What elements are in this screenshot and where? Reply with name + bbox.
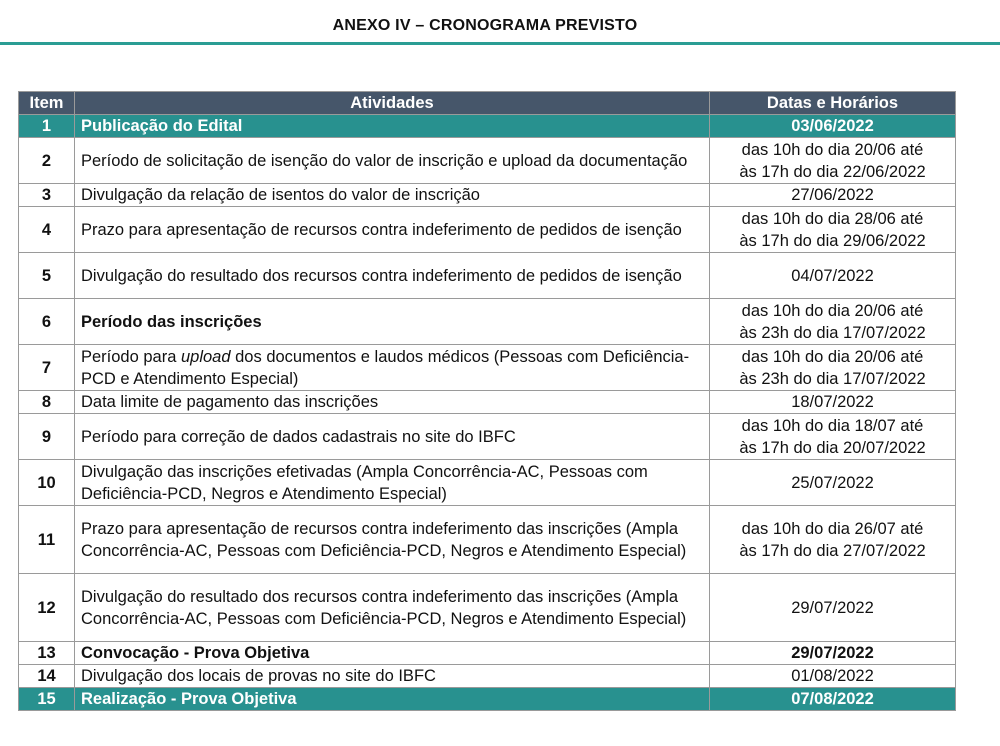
header-dates: Datas e Horários xyxy=(710,92,956,115)
date-line-1: das 10h do dia 26/07 até xyxy=(741,519,924,538)
schedule-table xyxy=(18,91,956,711)
row-activity: Publicação do Edital xyxy=(75,115,710,138)
row-item: 5 xyxy=(19,253,75,299)
row-item: 15 xyxy=(19,688,75,711)
row-date: 07/08/2022 xyxy=(710,688,956,711)
table-row xyxy=(19,207,956,253)
table-row xyxy=(19,460,956,506)
table-row xyxy=(19,138,956,184)
table-row xyxy=(19,665,956,688)
activity-text: dos documentos e laudos médicos (Pessoas com Deficiência-PCD e Atendimento Especial) xyxy=(81,347,690,388)
row-date: 29/07/2022 xyxy=(710,642,956,665)
row-date xyxy=(710,414,956,460)
row-activity: Período de solicitação de isenção do valor de inscrição e upload da documentação xyxy=(75,138,710,184)
date-line-1: das 10h do dia 20/06 até xyxy=(741,347,924,366)
row-date xyxy=(710,506,956,574)
date-line-1: das 10h do dia 20/06 até xyxy=(741,140,924,159)
date-line-1: das 10h do dia 20/06 até xyxy=(741,301,924,320)
date-line-1: das 10h do dia 28/06 até xyxy=(741,209,924,228)
table-row xyxy=(19,115,956,138)
table-row xyxy=(19,688,956,711)
row-date xyxy=(710,138,956,184)
row-activity: Divulgação dos locais de provas no site do IBFC xyxy=(75,665,710,688)
row-item: 11 xyxy=(19,506,75,574)
title-divider xyxy=(0,42,1000,45)
row-activity: Prazo para apresentação de recursos contra indeferimento de pedidos de isenção xyxy=(75,207,710,253)
row-activity: Realização - Prova Objetiva xyxy=(75,688,710,711)
table-row xyxy=(19,253,956,299)
date-line-2: às 17h do dia 22/06/2022 xyxy=(739,162,926,181)
row-activity: Divulgação da relação de isentos do valor de inscrição xyxy=(75,184,710,207)
row-date: 25/07/2022 xyxy=(710,460,956,506)
table-row xyxy=(19,414,956,460)
row-activity: Convocação - Prova Objetiva xyxy=(75,642,710,665)
row-activity: Período para correção de dados cadastrais no site do IBFC xyxy=(75,414,710,460)
row-item: 14 xyxy=(19,665,75,688)
row-date: 27/06/2022 xyxy=(710,184,956,207)
date-line-2: às 17h do dia 20/07/2022 xyxy=(739,438,926,457)
table-row xyxy=(19,642,956,665)
row-item: 3 xyxy=(19,184,75,207)
row-date: 18/07/2022 xyxy=(710,391,956,414)
row-date xyxy=(710,299,956,345)
row-item: 8 xyxy=(19,391,75,414)
row-activity: Prazo para apresentação de recursos contra indeferimento das inscrições (Ampla Concorrência-AC, Pessoas com Deficiência-PCD, Negros e Atendimento Especial) xyxy=(75,506,710,574)
table-row xyxy=(19,391,956,414)
row-activity: Data limite de pagamento das inscrições xyxy=(75,391,710,414)
row-item: 7 xyxy=(19,345,75,391)
table-row xyxy=(19,345,956,391)
date-line-1: das 10h do dia 18/07 até xyxy=(741,416,924,435)
row-activity: Período das inscrições xyxy=(75,299,710,345)
date-line-2: às 23h do dia 17/07/2022 xyxy=(739,369,926,388)
row-activity: Divulgação das inscrições efetivadas (Ampla Concorrência-AC, Pessoas com Deficiência-PCD, Negros e Atendimento Especial) xyxy=(75,460,710,506)
row-date xyxy=(710,345,956,391)
row-item: 6 xyxy=(19,299,75,345)
page-title: ANEXO IV – CRONOGRAMA PREVISTO xyxy=(332,17,638,34)
row-date: 01/08/2022 xyxy=(710,665,956,688)
row-activity: Divulgação do resultado dos recursos contra indeferimento de pedidos de isenção xyxy=(75,253,710,299)
row-item: 1 xyxy=(19,115,75,138)
row-item: 9 xyxy=(19,414,75,460)
row-activity: Divulgação do resultado dos recursos contra indeferimento das inscrições (Ampla Concorrência-AC, Pessoas com Deficiência-PCD, Negros e Atendimento Especial) xyxy=(75,574,710,642)
row-date: 03/06/2022 xyxy=(710,115,956,138)
table-row xyxy=(19,184,956,207)
date-line-2: às 17h do dia 29/06/2022 xyxy=(739,231,926,250)
row-item: 13 xyxy=(19,642,75,665)
date-line-2: às 23h do dia 17/07/2022 xyxy=(739,323,926,342)
date-line-2: às 17h do dia 27/07/2022 xyxy=(739,541,926,560)
table-row xyxy=(19,506,956,574)
row-item: 4 xyxy=(19,207,75,253)
header-row xyxy=(19,92,956,115)
row-date: 04/07/2022 xyxy=(710,253,956,299)
header-item: Item xyxy=(19,92,75,115)
activity-text: Período para xyxy=(81,347,181,366)
row-item: 12 xyxy=(19,574,75,642)
row-date: 29/07/2022 xyxy=(710,574,956,642)
header-activities: Atividades xyxy=(75,92,710,115)
table-row xyxy=(19,299,956,345)
row-date xyxy=(710,207,956,253)
row-item: 10 xyxy=(19,460,75,506)
row-activity xyxy=(75,345,710,391)
row-item: 2 xyxy=(19,138,75,184)
table-row xyxy=(19,574,956,642)
activity-emphasis: upload xyxy=(180,347,231,366)
